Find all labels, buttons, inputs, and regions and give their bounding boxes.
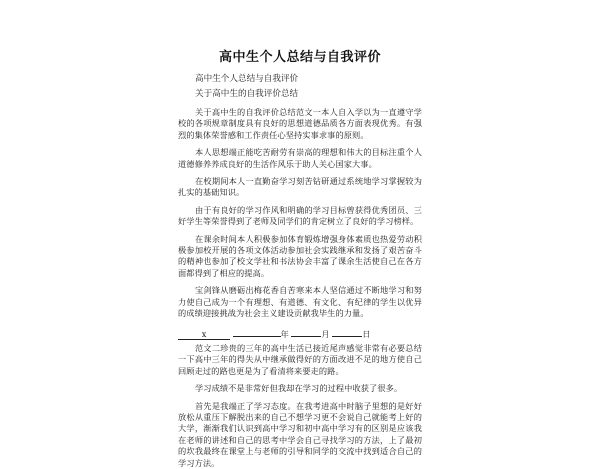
paragraph-7: 范文二珍贵的三年的高中生活已接近尾声感觉非常有必要总结一下高中三年的得失从中继承做得好的方面改进不足的地方使自己回顾走过的路也更是为了看清将来要走的路。 [178, 342, 422, 376]
paragraph-8: 学习成绩不是非常好但我却在学习的过程中收获了很多。 [195, 383, 403, 394]
paragraph-3: 在校期间本人一直勤奋学习刻苦钻研通过系统地学习掌握较为扎实的基础知识。 [178, 176, 422, 198]
date-label-day: 日 [362, 328, 371, 339]
paragraph-4: 由于有良好的学习作风和明确的学习目标曾获得优秀团员、三好学生等荣誉得到了老师及同学们的肯定树立了良好的学习榜样。 [178, 204, 422, 227]
subtitle-1: 高中生个人总结与自我评价 [195, 74, 299, 84]
date-blank-year [233, 326, 281, 337]
date-label-month: 月 [321, 328, 330, 339]
date-blank-day [332, 326, 362, 337]
paragraph-5: 在课余时间本人积极参加体育锻炼增强身体素质也热爱劳动积极参加校开展的各项文体活动参加社会实践继承和发扬了艰苦奋斗的精神也参加了校文学社和书法协会丰富了课余生活使自己在各方面都得到了相应的提高。 [178, 233, 422, 278]
paragraph-2: 本人思想端正能吃苦耐劳有崇高的理想和伟大的目标注重个人道德修养养成良好的生活作风乐于助人关心国家大事。 [178, 147, 422, 169]
subtitle-2: 关于高中生的自我评价总结 [195, 89, 299, 99]
date-blank-month [291, 326, 321, 337]
document-title: 高中生个人总结与自我评价 [218, 50, 381, 65]
date-label-year: 年 [280, 328, 289, 339]
date-blank-x: x [178, 329, 230, 340]
paragraph-6: 宝剑锋从磨砺出梅花香自苦寒来本人坚信通过不断地学习和努力使自己成为一个有理想、有道德、有文化、有纪律的学生以优异的成绩迎接挑战为社会主义建设贡献我毕生的力量。 [178, 285, 422, 319]
paragraph-1: 关于高中生的自我评价总结范文一本人自入学以为一直遵守学校的各项规章制度具有良好的思想道德品质各方面表现优秀。有强烈的集体荣誉感和工作责任心坚持实事求事的原则。 [178, 107, 422, 140]
date-line [178, 326, 422, 340]
paragraph-9: 首先是我端正了学习态度。在我考进高中时脑子里想的是好好放松从重压下解脱出来的自己不想学习更不会说自己就能考上好的大学，渐渐我们认识到高中学习和初中高中学习有的区别是应该我在老师的讲述和自己的思考中学会自己寻找学习的方法，上了最初的坎我最终在课堂上与老师的引导和同学的交流中找到适合自己的学习方法。 [178, 400, 422, 468]
